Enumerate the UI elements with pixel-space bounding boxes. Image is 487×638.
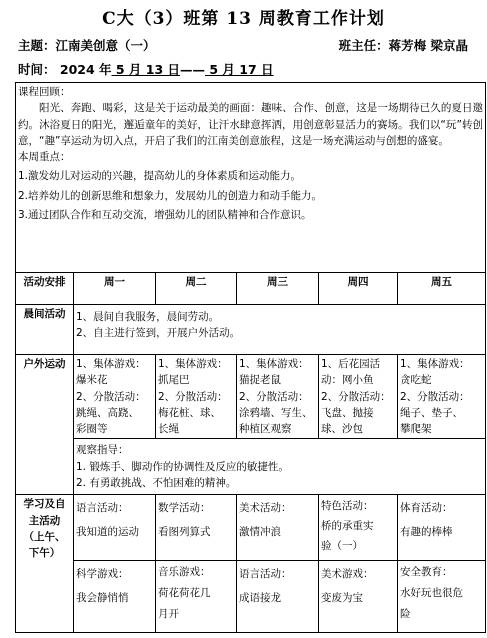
outdoor-day-cell: [237, 355, 319, 439]
outdoor-line: 跳绳、高跷、: [76, 406, 139, 419]
morning-line: 1、晨间自我服务，晨间劳动。: [76, 311, 220, 323]
teacher-info: [339, 36, 468, 54]
morning-row: [16, 305, 486, 355]
learning-label: [16, 495, 74, 633]
learning-line: 月开: [158, 608, 179, 621]
intro-row: [16, 83, 486, 273]
learning-line: 音乐游戏：: [158, 566, 211, 579]
learning-label-line: （上午、: [23, 530, 66, 543]
theme-value: 江南美创意（一）: [55, 38, 156, 53]
learning-cell: [398, 495, 486, 561]
outdoor-line: 2、分散活动：: [239, 390, 309, 403]
outdoor-day-cell: [74, 355, 156, 439]
header-day: 周四: [319, 273, 398, 305]
learning-line: 验（一）: [321, 540, 363, 553]
focus-item: 2.培养幼儿的创新思维和想象力，发展幼儿的创造力和动手能力。: [18, 189, 323, 202]
learning-label-line: 学习及自: [23, 498, 66, 511]
time-sep: ——: [180, 62, 206, 77]
time-row: [18, 60, 478, 78]
outdoor-line: 1、后花园活: [321, 358, 381, 370]
learning-line: 成语接龙: [239, 592, 281, 605]
learning-cell: [156, 561, 237, 633]
learning-line: 有趣的棒棒: [400, 526, 453, 539]
learning-row-1: [16, 495, 486, 561]
header-day: 周五: [398, 273, 486, 305]
learning-line: 险: [400, 608, 411, 621]
morning-line: 2、自主进行签到，开展户外活动。: [76, 327, 241, 340]
page-title: C大（3）班第 13 周教育工作计划: [102, 9, 385, 29]
learning-cell: [398, 561, 486, 633]
learning-label-line: 主活动: [28, 514, 61, 527]
morning-content: [74, 305, 486, 355]
learning-line: 激情冲浪: [239, 526, 281, 539]
learning-label-line: 下午）: [28, 547, 61, 560]
outdoor-line: 飞盘、抛接: [321, 406, 374, 419]
outdoor-line: 1、集体游戏：: [400, 358, 470, 370]
outdoor-line: 动：网小鱼: [321, 374, 374, 387]
outdoor-line: 梅花桩、球、: [158, 406, 221, 419]
observe-cell: [74, 439, 486, 495]
teacher-label: 班主任：: [338, 38, 389, 53]
learning-cell: [237, 495, 319, 561]
plan-table: [15, 82, 486, 633]
time-end: 5 月 17 日: [205, 62, 274, 77]
learning-line: 水好玩也很危: [400, 587, 463, 600]
outdoor-day-cell: [156, 355, 237, 439]
outdoor-line: 长绳: [158, 423, 179, 436]
learning-line: 美术游戏：: [321, 568, 374, 581]
outdoor-line: 攀爬架: [400, 423, 432, 436]
outdoor-line: 1、集体游戏：: [76, 358, 146, 370]
header-label: 活动安排: [16, 273, 74, 305]
outdoor-line: 2、分散活动：: [158, 390, 228, 403]
outdoor-line: 彩圈等: [76, 423, 108, 436]
observe-heading: 观察指导：: [76, 444, 129, 457]
header-day: 周三: [237, 273, 319, 305]
header-row: [16, 273, 486, 305]
time-start: 5 月 13 日: [111, 62, 181, 77]
header-day: 周一: [74, 273, 156, 305]
learning-cell: [319, 561, 398, 633]
outdoor-line: 抓尾巴: [158, 374, 190, 387]
learning-line: 我会静悄悄: [76, 592, 129, 605]
learning-cell: [319, 495, 398, 561]
learning-cell: [237, 561, 319, 633]
learning-line: 安全教育：: [400, 566, 453, 579]
learning-cell: [74, 495, 156, 561]
outdoor-row: [16, 355, 486, 439]
outdoor-day-cell: [398, 355, 486, 439]
learning-cell: [156, 495, 237, 561]
outdoor-line: 1、集体游戏：: [239, 358, 309, 370]
theme-row: [18, 36, 478, 54]
observe-row: [16, 439, 486, 495]
time-label: 时间：: [18, 62, 56, 77]
header-day: 周二: [156, 273, 237, 305]
focus-heading: 本周重点：: [18, 151, 71, 164]
morning-label: 晨间活动: [16, 305, 74, 355]
learning-line: 荷花荷花几: [158, 587, 211, 600]
learning-line: 美术活动：: [239, 502, 292, 515]
outdoor-line: 2、分散活动：: [76, 390, 146, 403]
learning-line: 桥的承重实: [321, 520, 374, 533]
outdoor-line: 绳子、垫子、: [400, 406, 463, 419]
review-heading: 课程回顾：: [18, 86, 71, 98]
outdoor-line: 涂鸦墙、写生、: [239, 406, 313, 419]
learning-line: 体育活动：: [400, 502, 453, 515]
outdoor-line: 爆米花: [76, 374, 108, 387]
outdoor-day-cell: [319, 355, 398, 439]
learning-cell: [74, 561, 156, 633]
learning-line: 变废为宝: [321, 592, 363, 605]
learning-row-2: [16, 561, 486, 633]
learning-line: 语言活动：: [239, 568, 292, 581]
learning-line: 数学活动：: [158, 502, 211, 515]
learning-line: 我知道的运动: [76, 526, 139, 539]
learning-line: 看图列算式: [158, 526, 211, 539]
outdoor-label: 户外运动: [16, 355, 74, 495]
outdoor-line: 2、分散活动：: [321, 390, 391, 403]
outdoor-line: 种植区观察: [239, 423, 292, 436]
focus-item: 3.通过团队合作和互动交流，增强幼儿的团队精神和合作意识。: [18, 208, 312, 221]
outdoor-line: 2、分散活动：: [400, 390, 470, 403]
learning-line: 语言活动：: [76, 502, 129, 515]
intro-cell: [16, 83, 486, 273]
learning-line: 科学游戏：: [76, 568, 129, 581]
learning-line: 特色活动：: [321, 500, 374, 513]
review-text: 阳光、奔跑、喝彩，这是关于运动最美的画面：趣味、合作、创意，这是一场期待已久的夏日邀约。沐浴夏日的阳光，邂逅童年的美好，让汗水肆意挥洒，用创意彰显活力的赛场。我们以“玩”转创意，“趣”享运动为切入点，开启了我们的江南美创意旅程，这是一场充满运动与创想的盛宴。: [18, 102, 484, 147]
focus-item: 1.激发幼儿对运动的兴趣，提高幼儿的身体素质和运动能力。: [18, 170, 302, 183]
outdoor-line: 球、沙包: [321, 423, 363, 436]
observe-line: 2. 有勇敢挑战、不怕困难的精神。: [76, 476, 237, 489]
outdoor-line: 猫捉老鼠: [239, 374, 281, 387]
outdoor-line: 1、集体游戏：: [158, 358, 228, 370]
outdoor-line: 贪吃蛇: [400, 374, 432, 387]
time-year: 2024 年: [59, 62, 112, 77]
theme-label: 主题：: [18, 38, 56, 53]
teacher-value: 蒋芳梅 梁京晶: [388, 38, 468, 53]
observe-line: 1. 锻炼手、脚动作的协调性及反应的敏捷性。: [76, 460, 289, 473]
